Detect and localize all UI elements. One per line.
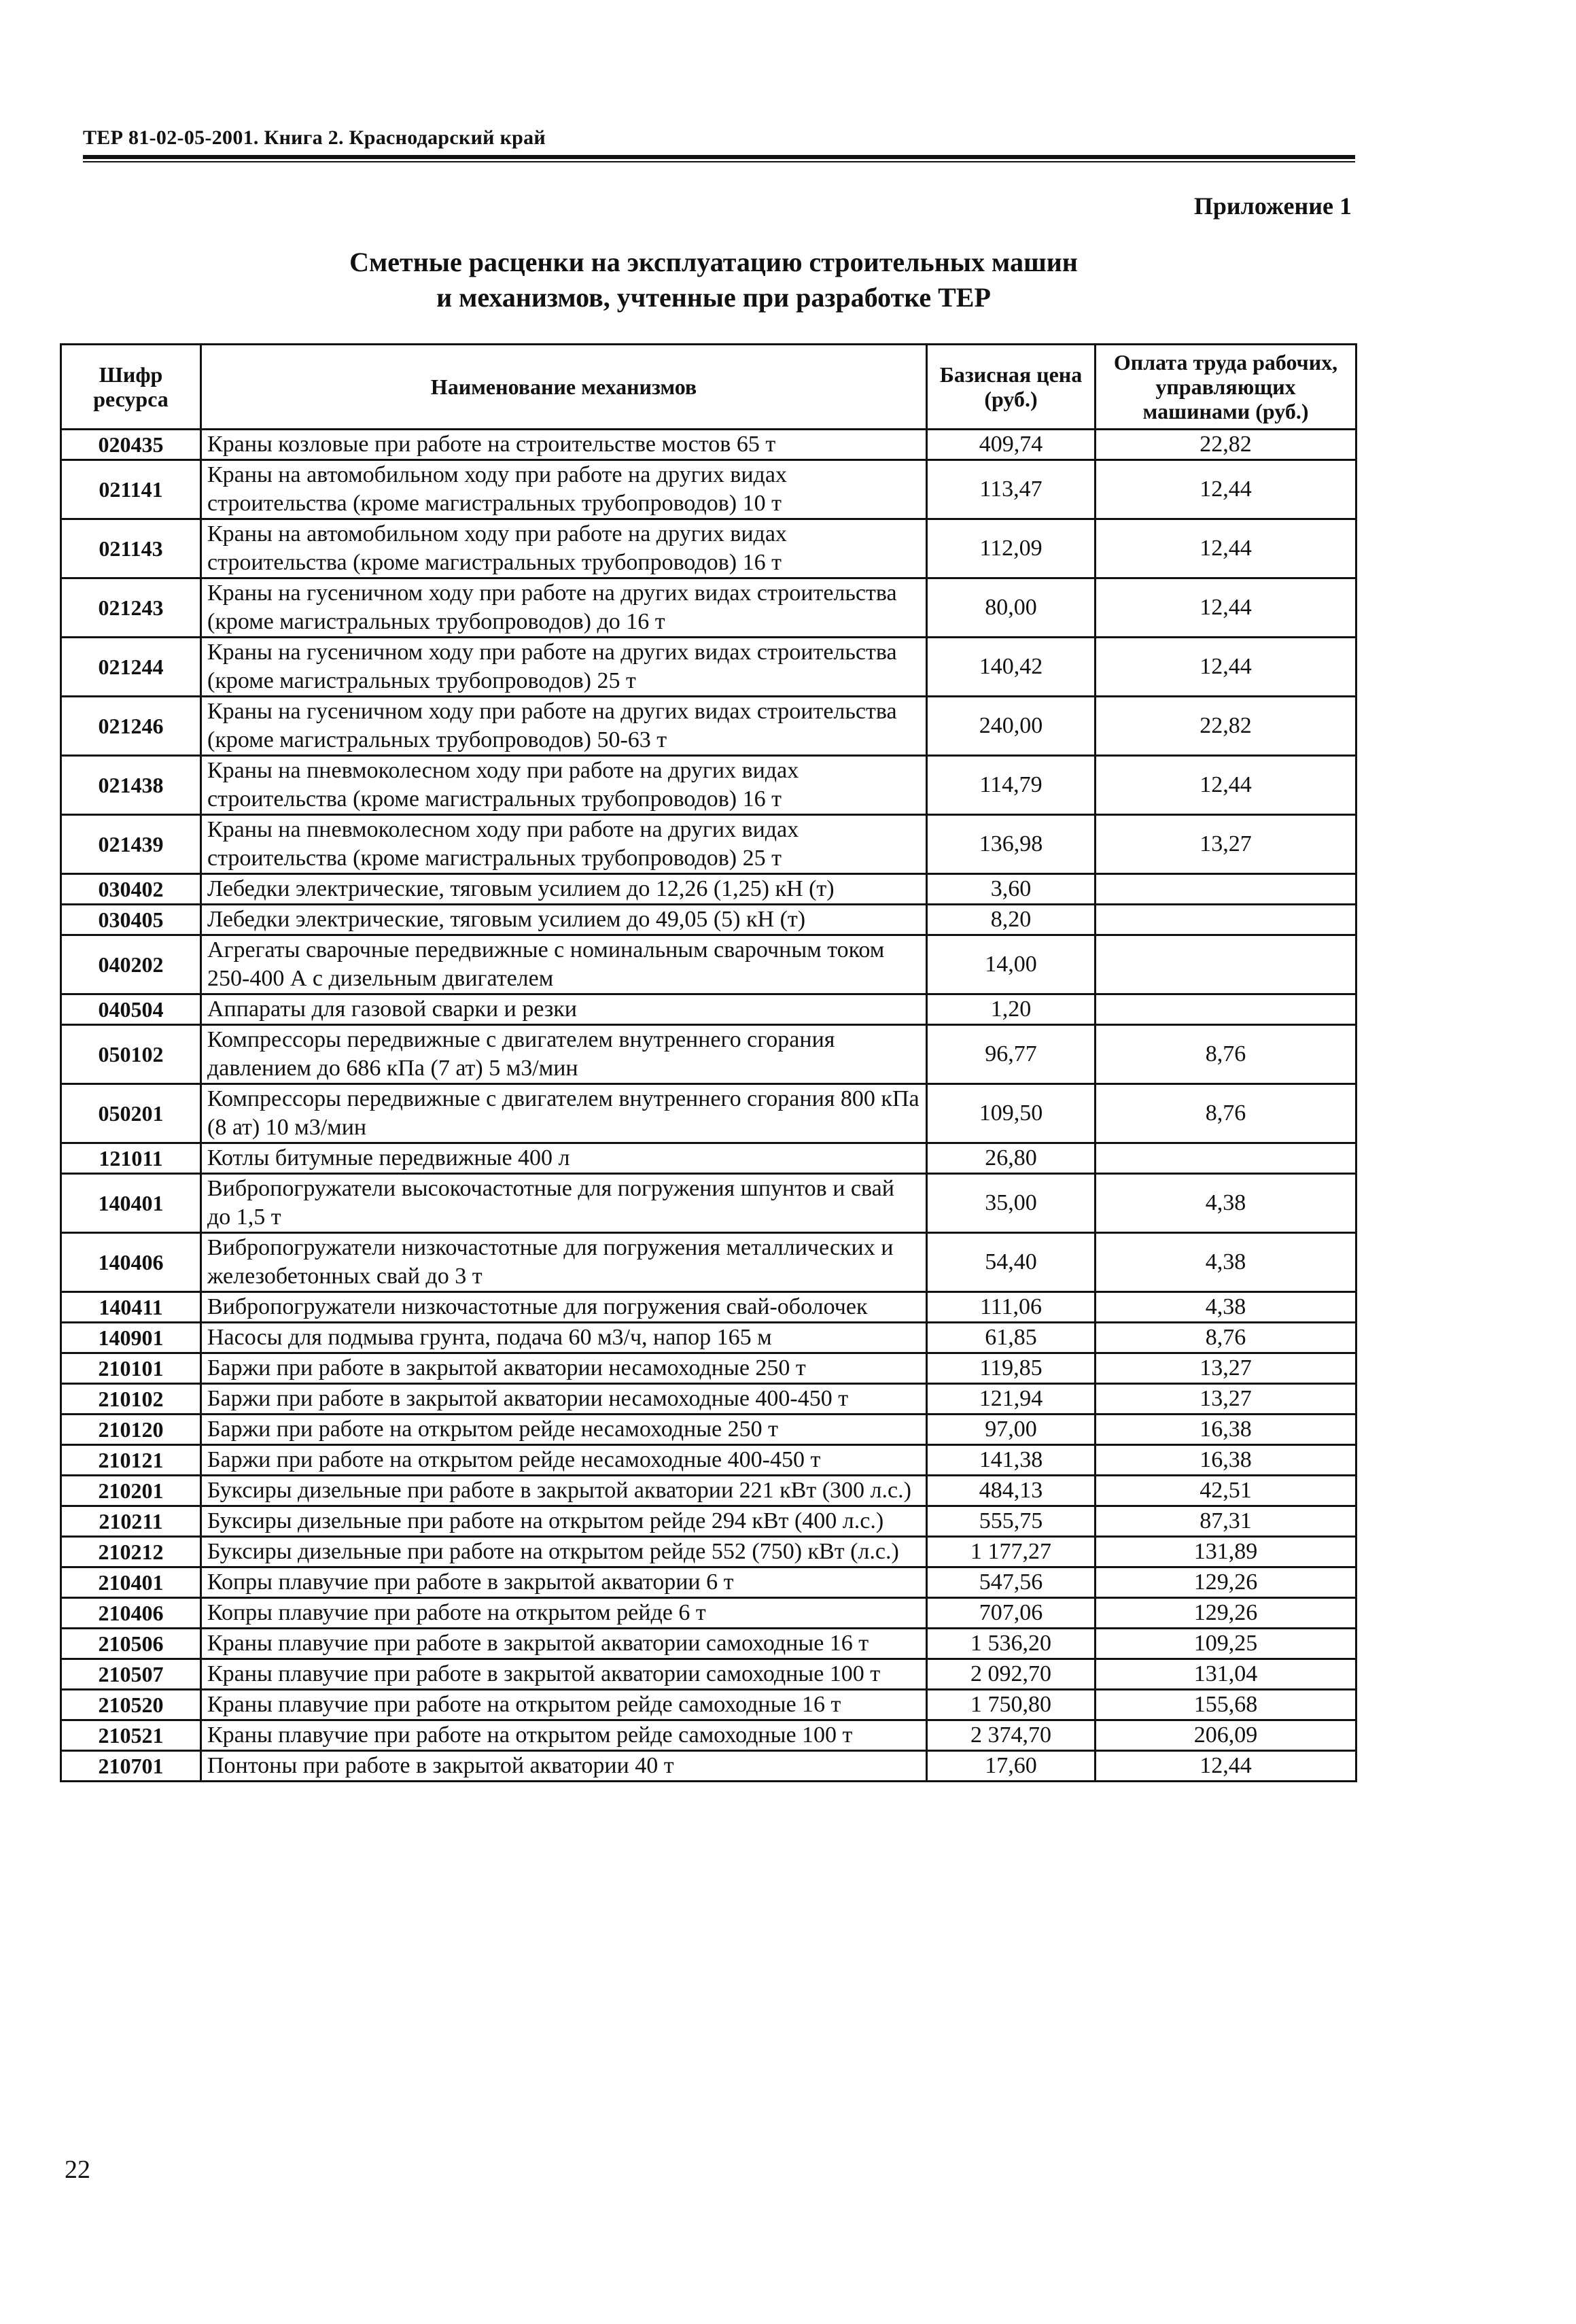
cell-code: 210212 — [61, 1537, 201, 1567]
cell-price: 1 536,20 — [927, 1629, 1096, 1659]
cell-labor — [1096, 935, 1356, 994]
cell-price: 113,47 — [927, 460, 1096, 519]
table-header-row — [61, 345, 1356, 430]
cell-name: Краны на гусеничном ходу при работе на других видах строительства (кроме магистральных трубопроводов) 50-63 т — [201, 697, 927, 756]
cell-code: 210506 — [61, 1629, 201, 1659]
cell-labor: 4,38 — [1096, 1174, 1356, 1233]
cell-price: 96,77 — [927, 1025, 1096, 1084]
cell-price: 2 092,70 — [927, 1659, 1096, 1690]
cell-labor: 4,38 — [1096, 1233, 1356, 1292]
table-body — [61, 430, 1356, 1782]
cell-labor: 12,44 — [1096, 519, 1356, 578]
cell-labor: 109,25 — [1096, 1629, 1356, 1659]
cell-price: 80,00 — [927, 578, 1096, 638]
cell-labor: 131,89 — [1096, 1537, 1356, 1567]
cell-labor: 206,09 — [1096, 1720, 1356, 1751]
page-number: 22 — [65, 2155, 90, 2184]
cell-name: Краны плавучие при работе в закрытой акватории самоходные 100 т — [201, 1659, 927, 1690]
table-row — [61, 1751, 1356, 1782]
column-header-price: Базисная цена (руб.) — [927, 345, 1096, 430]
table-row — [61, 1537, 1356, 1567]
table-row — [61, 1690, 1356, 1720]
running-title: ТЕР 81-02-05-2001. Книга 2. Краснодарский край — [83, 126, 546, 149]
cell-labor: 8,76 — [1096, 1084, 1356, 1143]
cell-labor — [1096, 1143, 1356, 1174]
table-row — [61, 905, 1356, 935]
cell-price: 17,60 — [927, 1751, 1096, 1782]
cell-code: 040504 — [61, 994, 201, 1025]
cell-name: Краны плавучие при работе в закрытой акватории самоходные 16 т — [201, 1629, 927, 1659]
cell-code: 021141 — [61, 460, 201, 519]
cell-code: 210401 — [61, 1567, 201, 1598]
table-row — [61, 1233, 1356, 1292]
table-row — [61, 935, 1356, 994]
cell-name: Баржи при работе на открытом рейде несамоходные 400-450 т — [201, 1445, 927, 1476]
cell-code: 030405 — [61, 905, 201, 935]
cell-name: Вибропогружатели низкочастотные для погружения металлических и железобетонных свай до 3 т — [201, 1233, 927, 1292]
cell-price: 8,20 — [927, 905, 1096, 935]
cell-labor: 129,26 — [1096, 1567, 1356, 1598]
cell-name: Буксиры дизельные при работе в закрытой акватории 221 кВт (300 л.с.) — [201, 1476, 927, 1506]
cell-price: 409,74 — [927, 430, 1096, 460]
cell-code: 210701 — [61, 1751, 201, 1782]
cell-code: 140406 — [61, 1233, 201, 1292]
table-row — [61, 1720, 1356, 1751]
cell-name: Краны на гусеничном ходу при работе на других видах строительства (кроме магистральных трубопроводов) 25 т — [201, 638, 927, 697]
rates-table — [60, 343, 1357, 1782]
cell-code: 210121 — [61, 1445, 201, 1476]
cell-code: 021243 — [61, 578, 201, 638]
cell-price: 97,00 — [927, 1415, 1096, 1445]
cell-price: 1,20 — [927, 994, 1096, 1025]
cell-name: Вибропогружатели низкочастотные для погружения свай-оболочек — [201, 1292, 927, 1323]
cell-labor: 22,82 — [1096, 430, 1356, 460]
cell-name: Баржи при работе на открытом рейде несамоходные 250 т — [201, 1415, 927, 1445]
cell-price: 707,06 — [927, 1598, 1096, 1629]
column-header-code: Шифр ресурса — [61, 345, 201, 430]
cell-labor — [1096, 905, 1356, 935]
cell-labor: 16,38 — [1096, 1415, 1356, 1445]
title-line-2: и механизмов, учтенные при разработке ТЕР — [436, 282, 991, 313]
table-row — [61, 1384, 1356, 1415]
cell-price: 240,00 — [927, 697, 1096, 756]
cell-labor: 16,38 — [1096, 1445, 1356, 1476]
cell-name: Краны на автомобильном ходу при работе на других видах строительства (кроме магистральных трубопроводов) 16 т — [201, 519, 927, 578]
cell-price: 140,42 — [927, 638, 1096, 697]
cell-name: Насосы для подмыва грунта, подача 60 м3/ч, напор 165 м — [201, 1323, 927, 1353]
cell-code: 021439 — [61, 815, 201, 874]
cell-code: 210521 — [61, 1720, 201, 1751]
cell-labor: 87,31 — [1096, 1506, 1356, 1537]
cell-code: 021246 — [61, 697, 201, 756]
cell-price: 54,40 — [927, 1233, 1096, 1292]
cell-labor: 13,27 — [1096, 1384, 1356, 1415]
cell-price: 2 374,70 — [927, 1720, 1096, 1751]
table-row — [61, 1598, 1356, 1629]
cell-price: 121,94 — [927, 1384, 1096, 1415]
cell-price: 1 177,27 — [927, 1537, 1096, 1567]
table-row — [61, 638, 1356, 697]
appendix-label: Приложение 1 — [1193, 192, 1352, 220]
cell-name: Краны на пневмоколесном ходу при работе на других видах строительства (кроме магистральных трубопроводов) 16 т — [201, 756, 927, 815]
cell-code: 121011 — [61, 1143, 201, 1174]
cell-labor: 8,76 — [1096, 1323, 1356, 1353]
table-row — [61, 1292, 1356, 1323]
cell-price: 61,85 — [927, 1323, 1096, 1353]
table-row — [61, 874, 1356, 905]
cell-code: 020435 — [61, 430, 201, 460]
cell-name: Вибропогружатели высокочастотные для погружения шпунтов и свай до 1,5 т — [201, 1174, 927, 1233]
table-row — [61, 1025, 1356, 1084]
cell-name: Копры плавучие при работе на открытом рейде 6 т — [201, 1598, 927, 1629]
cell-code: 050201 — [61, 1084, 201, 1143]
cell-labor: 131,04 — [1096, 1659, 1356, 1690]
cell-labor: 12,44 — [1096, 1751, 1356, 1782]
table-row — [61, 1629, 1356, 1659]
cell-name: Лебедки электрические, тяговым усилием до 49,05 (5) кН (т) — [201, 905, 927, 935]
column-header-labor: Оплата труда рабочих, управляющих машинами (руб.) — [1096, 345, 1356, 430]
cell-labor: 22,82 — [1096, 697, 1356, 756]
cell-name: Краны плавучие при работе на открытом рейде самоходные 100 т — [201, 1720, 927, 1751]
cell-price: 14,00 — [927, 935, 1096, 994]
cell-price: 1 750,80 — [927, 1690, 1096, 1720]
table-row — [61, 519, 1356, 578]
cell-price: 484,13 — [927, 1476, 1096, 1506]
table-row — [61, 697, 1356, 756]
cell-code: 210406 — [61, 1598, 201, 1629]
cell-labor: 4,38 — [1096, 1292, 1356, 1323]
cell-price: 547,56 — [927, 1567, 1096, 1598]
cell-price: 141,38 — [927, 1445, 1096, 1476]
cell-code: 210102 — [61, 1384, 201, 1415]
header-rule-thin — [83, 161, 1355, 162]
cell-code: 210120 — [61, 1415, 201, 1445]
cell-price: 3,60 — [927, 874, 1096, 905]
table-row — [61, 1353, 1356, 1384]
cell-labor: 12,44 — [1096, 756, 1356, 815]
cell-price: 111,06 — [927, 1292, 1096, 1323]
cell-code: 210101 — [61, 1353, 201, 1384]
cell-code: 210201 — [61, 1476, 201, 1506]
cell-price: 109,50 — [927, 1084, 1096, 1143]
cell-labor — [1096, 994, 1356, 1025]
table-row — [61, 994, 1356, 1025]
cell-code: 140901 — [61, 1323, 201, 1353]
cell-code: 021438 — [61, 756, 201, 815]
cell-code: 030402 — [61, 874, 201, 905]
table-row — [61, 460, 1356, 519]
cell-name: Буксиры дизельные при работе на открытом рейде 552 (750) кВт (л.с.) — [201, 1537, 927, 1567]
table-row — [61, 1084, 1356, 1143]
cell-code: 140411 — [61, 1292, 201, 1323]
cell-labor — [1096, 874, 1356, 905]
table-row — [61, 1567, 1356, 1598]
cell-name: Краны на пневмоколесном ходу при работе на других видах строительства (кроме магистральных трубопроводов) 25 т — [201, 815, 927, 874]
cell-price: 114,79 — [927, 756, 1096, 815]
cell-labor: 8,76 — [1096, 1025, 1356, 1084]
cell-code: 021244 — [61, 638, 201, 697]
cell-code: 021143 — [61, 519, 201, 578]
cell-code: 140401 — [61, 1174, 201, 1233]
cell-labor: 42,51 — [1096, 1476, 1356, 1506]
cell-code: 210507 — [61, 1659, 201, 1690]
table-row — [61, 756, 1356, 815]
cell-price: 136,98 — [927, 815, 1096, 874]
cell-labor: 129,26 — [1096, 1598, 1356, 1629]
cell-name: Краны плавучие при работе на открытом рейде самоходные 16 т — [201, 1690, 927, 1720]
cell-code: 040202 — [61, 935, 201, 994]
table-row — [61, 1174, 1356, 1233]
table-row — [61, 1323, 1356, 1353]
cell-name: Агрегаты сварочные передвижные с номинальным сварочным током 250-400 А с дизельным двигателем — [201, 935, 927, 994]
cell-code: 210211 — [61, 1506, 201, 1537]
cell-name: Баржи при работе в закрытой акватории несамоходные 400-450 т — [201, 1384, 927, 1415]
table-row — [61, 1659, 1356, 1690]
table-row — [61, 1143, 1356, 1174]
cell-price: 35,00 — [927, 1174, 1096, 1233]
cell-price: 119,85 — [927, 1353, 1096, 1384]
cell-price: 555,75 — [927, 1506, 1096, 1537]
cell-code: 210520 — [61, 1690, 201, 1720]
cell-name: Баржи при работе в закрытой акватории несамоходные 250 т — [201, 1353, 927, 1384]
table-row — [61, 1506, 1356, 1537]
cell-name: Компрессоры передвижные с двигателем внутреннего сгорания давлением до 686 кПа (7 ат) 5 м3/мин — [201, 1025, 927, 1084]
cell-labor: 12,44 — [1096, 638, 1356, 697]
table-row — [61, 815, 1356, 874]
column-header-name: Наименование механизмов — [201, 345, 927, 430]
cell-name: Краны на автомобильном ходу при работе на других видах строительства (кроме магистральных трубопроводов) 10 т — [201, 460, 927, 519]
cell-price: 26,80 — [927, 1143, 1096, 1174]
cell-price: 112,09 — [927, 519, 1096, 578]
cell-labor: 12,44 — [1096, 578, 1356, 638]
cell-name: Краны на гусеничном ходу при работе на других видах строительства (кроме магистральных трубопроводов) до 16 т — [201, 578, 927, 638]
cell-name: Лебедки электрические, тяговым усилием до 12,26 (1,25) кН (т) — [201, 874, 927, 905]
table-row — [61, 1415, 1356, 1445]
table-row — [61, 578, 1356, 638]
document-title — [204, 245, 1223, 315]
header-rule — [83, 155, 1355, 159]
title-line-1: Сметные расценки на эксплуатацию строительных машин — [349, 247, 1078, 277]
table-row — [61, 430, 1356, 460]
cell-name: Буксиры дизельные при работе на открытом рейде 294 кВт (400 л.с.) — [201, 1506, 927, 1537]
cell-name: Аппараты для газовой сварки и резки — [201, 994, 927, 1025]
table-row — [61, 1445, 1356, 1476]
cell-name: Копры плавучие при работе в закрытой акватории 6 т — [201, 1567, 927, 1598]
table-row — [61, 1476, 1356, 1506]
cell-labor: 155,68 — [1096, 1690, 1356, 1720]
cell-code: 050102 — [61, 1025, 201, 1084]
cell-name: Компрессоры передвижные с двигателем внутреннего сгорания 800 кПа (8 ат) 10 м3/мин — [201, 1084, 927, 1143]
cell-labor: 12,44 — [1096, 460, 1356, 519]
cell-name: Понтоны при работе в закрытой акватории 40 т — [201, 1751, 927, 1782]
cell-labor: 13,27 — [1096, 815, 1356, 874]
cell-name: Краны козловые при работе на строительстве мостов 65 т — [201, 430, 927, 460]
cell-name: Котлы битумные передвижные 400 л — [201, 1143, 927, 1174]
cell-labor: 13,27 — [1096, 1353, 1356, 1384]
